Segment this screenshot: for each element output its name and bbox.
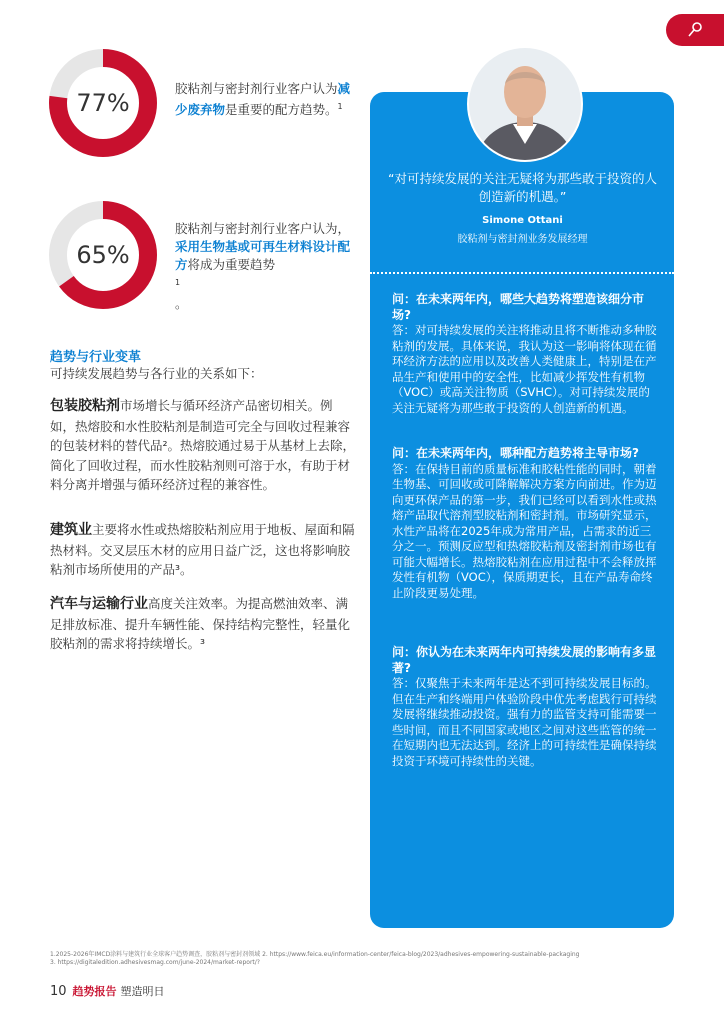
stat-text-2 bbox=[175, 220, 355, 313]
para-construction bbox=[50, 520, 355, 580]
person-icon bbox=[469, 48, 581, 160]
donut-percent: 77% bbox=[76, 89, 130, 117]
qa-answer: 答：仅聚焦于未来两年是达不到可持续发展目标的。但在生产和终端用户体验阶段中优先考虑践行可持续发展将继续推动投资。强有力的监管支持可能需要一些时间，而且不同国家或地区之间对这些监管的统一在短期内也无法达到。经济上的可持续性是确保持续投资于环境可持续性的关键。 bbox=[392, 676, 657, 768]
speaker-name: Simone Ottani bbox=[482, 215, 563, 226]
para-text: 主要将水性或热熔胶粘剂应用于地板、屋面和隔热材料。交叉层压木材的应用日益广泛，这也将影响胶粘剂市场所使用的产品³。 bbox=[50, 522, 355, 577]
qa-item bbox=[392, 645, 660, 769]
donut-chart-65 bbox=[48, 200, 158, 310]
para-text: 高度关注效率。为提高燃油效率、满足排放标准、提升车辆性能、保持结构完整性，轻量化胶粘剂的需求将持续增长。³ bbox=[50, 596, 351, 651]
para-automotive bbox=[50, 594, 355, 654]
stat-highlight: 减少废弃物 bbox=[175, 81, 351, 118]
pen-icon bbox=[686, 21, 704, 39]
stat-highlight: 采用生物基或可再生材料设计配方 bbox=[175, 239, 351, 272]
footnote-ref: 1 bbox=[337, 102, 343, 111]
para-lead: 建筑业 bbox=[50, 522, 92, 538]
qa-question: 问：在未来两年内，哪些大趋势将塑造该细分市场? bbox=[392, 292, 645, 322]
stat-text-after: 将成为重要趋势 bbox=[187, 257, 276, 272]
footer-label: 塑造明日 bbox=[120, 985, 165, 998]
section-intro: 可持续发展趋势与各行业的关系如下： bbox=[50, 366, 263, 381]
speaker-role: 胶粘剂与密封剂业务发展经理 bbox=[457, 234, 588, 245]
stat-text-1 bbox=[175, 80, 355, 119]
donut-percent: 65% bbox=[76, 241, 130, 269]
stat-text-after: 是重要的配方趋势。 bbox=[225, 102, 338, 118]
qa-answer: 答：在保持目前的质量标准和胶粘性能的同时，朝着生物基、可回收或可降解解决方案方向前进。作为迈向更环保产品的第一步，我们已经可以看到水性或热熔产品取代溶剂型胶粘剂和密封剂。市场研究显示，水性产品将在2025年成为常用产品，占需求的近三分之一。预测反应型和热熔胶粘剂及密封剂市场也有可能大幅增长。热熔胶粘剂在应用过程中不会释放挥发性有机物（VOC），保质期更长，且在产品寿命终止阶段更易处理。 bbox=[392, 461, 657, 600]
para-lead: 汽车与运输行业 bbox=[50, 596, 148, 612]
qa-item bbox=[392, 446, 660, 601]
para-text: 市场增长与循环经济产品密切相关。例如，热熔胶和水性胶粘剂是制造可完全与回收过程兼容的包装材料的替代品²。热熔胶通过易于从基材上去除，简化了回收过程，而水性胶粘剂则可溶于水，有助于材料分离并增强与循环经济过程的兼容性。 bbox=[50, 398, 356, 492]
speaker-quote: “对可持续发展的关注无疑将为那些敢于投资的人创造新的机遇。” bbox=[388, 171, 657, 204]
qa-question: 问：你认为在未来两年内可持续发展的影响有多显著? bbox=[392, 645, 657, 675]
stat-text-before: 胶粘剂与密封剂行业客户认为 bbox=[175, 81, 338, 96]
footer-label-red: 趋势报告 bbox=[72, 985, 117, 998]
footnote: 3. https://digitaledition.adhesivesmag.com/june-2024/market-report/? bbox=[50, 959, 260, 966]
qa-answer: 答：对可持续发展的关注将推动且将不断推动多种胶粘剂的发展。具体来说，我认为这一影响将体现在循环经济方法的应用以及改善人类健康上，特别是在产品生产和使用中的安全性，比如减少挥发性有机物（VOC）或高关注物质（SVHC）。对可持续发展的关注无疑将为那些敢于投资的人创造新的机遇。 bbox=[392, 323, 657, 415]
speaker-avatar bbox=[467, 46, 583, 162]
page-number: 10 bbox=[50, 984, 67, 999]
page-footer bbox=[50, 983, 165, 999]
footnote-ref: 1 bbox=[175, 278, 181, 287]
corner-tab bbox=[666, 14, 724, 46]
qa-item bbox=[392, 292, 660, 416]
para-packaging bbox=[50, 396, 355, 495]
qa-question: 问：在未来两年内，哪种配方趋势将主导市场? bbox=[392, 446, 639, 460]
stat-text-before: 胶粘剂与密封剂行业客户认为， bbox=[175, 221, 351, 236]
donut-chart-77 bbox=[48, 48, 158, 158]
stat-text-tail: 。 bbox=[175, 296, 188, 312]
para-lead: 包装胶粘剂 bbox=[50, 398, 120, 414]
section-title: 趋势与行业变革 bbox=[50, 350, 142, 365]
dotted-divider bbox=[370, 272, 674, 274]
footnote: 1.2025-2026年IMCD涂料与建筑行业全球客户趋势调查，胶粘剂与密封剂领域 2. https://www.feica.eu/information-center/feica-blog/2023/adhesives-empowering-sustainable-packaging bbox=[50, 951, 580, 958]
